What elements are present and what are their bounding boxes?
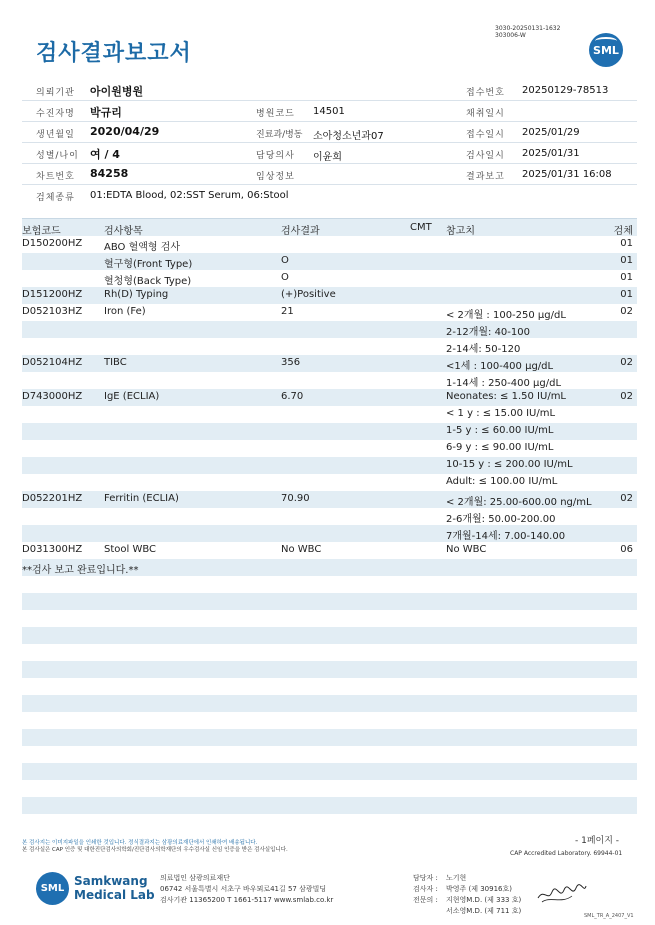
- cell-spec: 01: [620, 238, 633, 249]
- cell-ref: 2-14세: 50-120: [446, 344, 521, 355]
- staff-value: 서소영M.D. (제 711 호): [446, 907, 522, 915]
- cell-ref: <1세 : 100-400 μg/dL: [446, 361, 554, 372]
- table-row: [22, 440, 637, 457]
- table-row: [22, 389, 637, 406]
- table-row: [22, 491, 637, 508]
- table-row: [22, 236, 637, 253]
- empty-row: [22, 814, 637, 831]
- cell-ref: No WBC: [446, 544, 487, 555]
- cell-spec: 02: [620, 493, 633, 504]
- patient-value: 박규리: [90, 106, 122, 119]
- logo-text: SML: [593, 43, 619, 57]
- cell-code: D151200HZ: [22, 289, 83, 300]
- header-item: 검사항목: [104, 226, 143, 237]
- cell-result: 21: [281, 306, 294, 317]
- staff-value: 박영주 (제 30916호): [446, 885, 512, 893]
- clinical-info-label: 임상정보: [256, 172, 295, 182]
- table-row: [22, 304, 637, 321]
- table-row: [22, 321, 637, 338]
- cell-ref: 2-6개월: 50.00-200.00: [446, 514, 556, 525]
- doctor-value: 이윤희: [313, 152, 342, 163]
- document-code: [495, 25, 560, 39]
- empty-row: [22, 610, 637, 627]
- table-body: [22, 236, 637, 831]
- lab-info-line: 의료법인 삼광의료재단: [160, 874, 230, 882]
- form-code: SML_TR_A_2407_V1: [584, 913, 634, 919]
- collection-time-label: 채취일시: [466, 109, 505, 119]
- chart-no-value: 84258: [90, 167, 129, 180]
- cell-ref: < 2개월: 25.00-600.00 ng/mL: [446, 497, 592, 508]
- specimen-label: 검체종류: [36, 193, 75, 203]
- table-row: [22, 525, 637, 542]
- cell-ref: 1-14세 : 250-400 μg/dL: [446, 378, 562, 389]
- cell-spec: 02: [620, 357, 633, 368]
- cell-ref: 2-12개월: 40-100: [446, 327, 530, 338]
- doctor-label: 담당의사: [256, 151, 295, 161]
- header-cmt: CMT: [410, 222, 432, 233]
- table-row: [22, 474, 637, 491]
- footer-note-line: 본 검사실은 CAP 인증 및 대한진단검사의학회/진단검사의학재단의 우수검사실 신임 인증을 받은 검사실입니다.: [22, 847, 288, 853]
- cell-item: Ferritin (ECLIA): [104, 493, 179, 504]
- results-table: [22, 218, 637, 831]
- staff-value: 지현영M.D. (제 333 호): [446, 896, 522, 904]
- cell-item: 혈청형(Back Type): [104, 276, 192, 287]
- empty-row: [22, 746, 637, 763]
- signature-icon: [536, 880, 588, 908]
- empty-row: [22, 644, 637, 661]
- header-row: [22, 101, 637, 122]
- cell-ref: 6-9 y : ≤ 90.00 IU/mL: [446, 442, 554, 453]
- cell-code: **검사 보고 완료입니다.**: [22, 565, 139, 576]
- receipt-no-value: 20250129-78513: [522, 85, 609, 96]
- staff-label: 검사자 :: [413, 885, 438, 893]
- empty-row: [22, 712, 637, 729]
- receipt-date-value: 2025/01/29: [522, 127, 580, 138]
- header-row: [22, 80, 637, 101]
- header-result: 검사결과: [281, 226, 320, 237]
- empty-row: [22, 678, 637, 695]
- institution-value: 아이원병원: [90, 85, 144, 98]
- cell-item: IgE (ECLIA): [104, 391, 160, 402]
- empty-row: [22, 780, 637, 797]
- report-time-value: 2025/01/31 16:08: [522, 169, 612, 180]
- lab-info: [160, 873, 333, 906]
- cell-code: D052201HZ: [22, 493, 83, 504]
- receipt-no-label: 접수번호: [466, 88, 505, 98]
- table-row: [22, 559, 637, 576]
- table-row: [22, 287, 637, 304]
- cell-result: 356: [281, 357, 301, 368]
- header-row: [22, 143, 637, 164]
- table-row: [22, 423, 637, 440]
- hospital-code-value: 14501: [313, 106, 345, 117]
- cell-item: Stool WBC: [104, 544, 157, 555]
- cell-code: D150200HZ: [22, 238, 83, 249]
- header-code: 보험코드: [22, 226, 61, 237]
- cell-ref: < 1 y : ≤ 15.00 IU/mL: [446, 408, 556, 419]
- cell-spec: 01: [620, 272, 633, 283]
- table-row: [22, 270, 637, 287]
- lab-info-line: 검사기관 11365200 T 1661-5117 www.smlab.co.kr: [160, 896, 334, 904]
- hospital-code-label: 병원코드: [256, 109, 295, 119]
- cell-item: Rh(D) Typing: [104, 289, 169, 300]
- footer-note: [22, 840, 288, 854]
- dob-value: 2020/04/29: [90, 125, 160, 138]
- test-date-value: 2025/01/31: [522, 148, 580, 159]
- logo-text: SML: [40, 883, 65, 894]
- cell-spec: 01: [620, 255, 633, 266]
- cell-code: D052103HZ: [22, 306, 83, 317]
- cell-ref: Neonates: ≤ 1.50 IU/mL: [446, 391, 566, 402]
- dept-value: 소아청소년과07: [313, 131, 384, 142]
- cell-ref: < 2개월 : 100-250 μg/dL: [446, 310, 566, 321]
- cell-spec: 01: [620, 289, 633, 300]
- staff-info: [413, 873, 521, 917]
- staff-value: 노기현: [446, 874, 467, 882]
- sex-age-value: 여 / 4: [90, 148, 120, 161]
- empty-row: [22, 797, 637, 814]
- empty-row: [22, 661, 637, 678]
- table-row: [22, 253, 637, 270]
- table-row: [22, 372, 637, 389]
- cell-ref: 7개월-14세: 7.00-140.00: [446, 531, 566, 542]
- cell-item: Iron (Fe): [104, 306, 146, 317]
- receipt-date-label: 접수일시: [466, 130, 505, 140]
- staff-label: 전문의 :: [413, 896, 438, 904]
- brand-line: Medical Lab: [74, 888, 155, 902]
- dob-label: 생년월일: [36, 130, 75, 140]
- empty-row: [22, 763, 637, 780]
- table-header: [22, 218, 637, 236]
- table-row: [22, 457, 637, 474]
- header-row: [22, 122, 637, 143]
- cell-item: TIBC: [104, 357, 127, 368]
- cell-item: ABO 혈액형 검사: [104, 242, 181, 253]
- footer-note-line: 본 검사지는 이미지파일을 인쇄한 것입니다. 정식결과지는 삼광의료재단에서 인쇄하여 배송됩니다.: [22, 840, 258, 846]
- empty-row: [22, 695, 637, 712]
- cell-result: O: [281, 272, 289, 283]
- sml-logo-icon: [589, 33, 623, 67]
- table-row: [22, 338, 637, 355]
- page-title: 검사결과보고서: [36, 41, 192, 66]
- cell-result: 6.70: [281, 391, 304, 402]
- cap-accreditation: CAP Accredited Laboratory. 69944-01: [510, 850, 623, 857]
- header-row: [22, 185, 637, 206]
- sex-age-label: 성별/나이: [36, 151, 79, 161]
- table-row: [22, 406, 637, 423]
- brand-name: [74, 874, 155, 902]
- specimen-value: 01:EDTA Blood, 02:SST Serum, 06:Stool: [90, 190, 289, 201]
- cell-spec: 06: [620, 544, 633, 555]
- patient-info-header: [22, 80, 637, 206]
- document-code-line: 303006-W: [495, 32, 526, 39]
- test-date-label: 검사일시: [466, 151, 505, 161]
- brand-line: Samkwang: [74, 874, 148, 888]
- empty-row: [22, 627, 637, 644]
- dept-label: 진료과/병동: [256, 130, 303, 140]
- cell-ref: Adult: ≤ 100.00 IU/mL: [446, 476, 558, 487]
- sml-logo-icon: [36, 872, 69, 905]
- header-row: [22, 164, 637, 185]
- table-row: [22, 508, 637, 525]
- cell-ref: 1-5 y : ≤ 60.00 IU/mL: [446, 425, 554, 436]
- cell-result: 70.90: [281, 493, 310, 504]
- cell-result: O: [281, 255, 289, 266]
- cell-result: No WBC: [281, 544, 322, 555]
- chart-no-label: 차트번호: [36, 172, 75, 182]
- table-row: [22, 355, 637, 372]
- empty-row: [22, 729, 637, 746]
- cell-spec: 02: [620, 391, 633, 402]
- staff-label: 담당자 :: [413, 874, 438, 882]
- cell-code: D052104HZ: [22, 357, 83, 368]
- page-number: - 1페이지 -: [575, 836, 620, 846]
- cell-code: D743000HZ: [22, 391, 83, 402]
- cell-spec: 02: [620, 306, 633, 317]
- empty-row: [22, 576, 637, 593]
- lab-info-line: 06742 서울특별시 서초구 바우뫼로41길 57 삼광빌딩: [160, 885, 327, 893]
- cell-ref: 10-15 y : ≤ 200.00 IU/mL: [446, 459, 573, 470]
- header-ref: 참고치: [446, 226, 475, 237]
- cell-item: 혈구형(Front Type): [104, 259, 193, 270]
- header-spec: 검체: [613, 226, 633, 237]
- institution-label: 의뢰기관: [36, 88, 75, 98]
- cell-result: (+)Positive: [281, 289, 336, 300]
- table-row: [22, 542, 637, 559]
- cell-code: D031300HZ: [22, 544, 83, 555]
- patient-label: 수진자명: [36, 109, 75, 119]
- report-time-label: 결과보고: [466, 172, 505, 182]
- empty-row: [22, 593, 637, 610]
- document-code-line: 3030-20250131-1632: [495, 25, 561, 32]
